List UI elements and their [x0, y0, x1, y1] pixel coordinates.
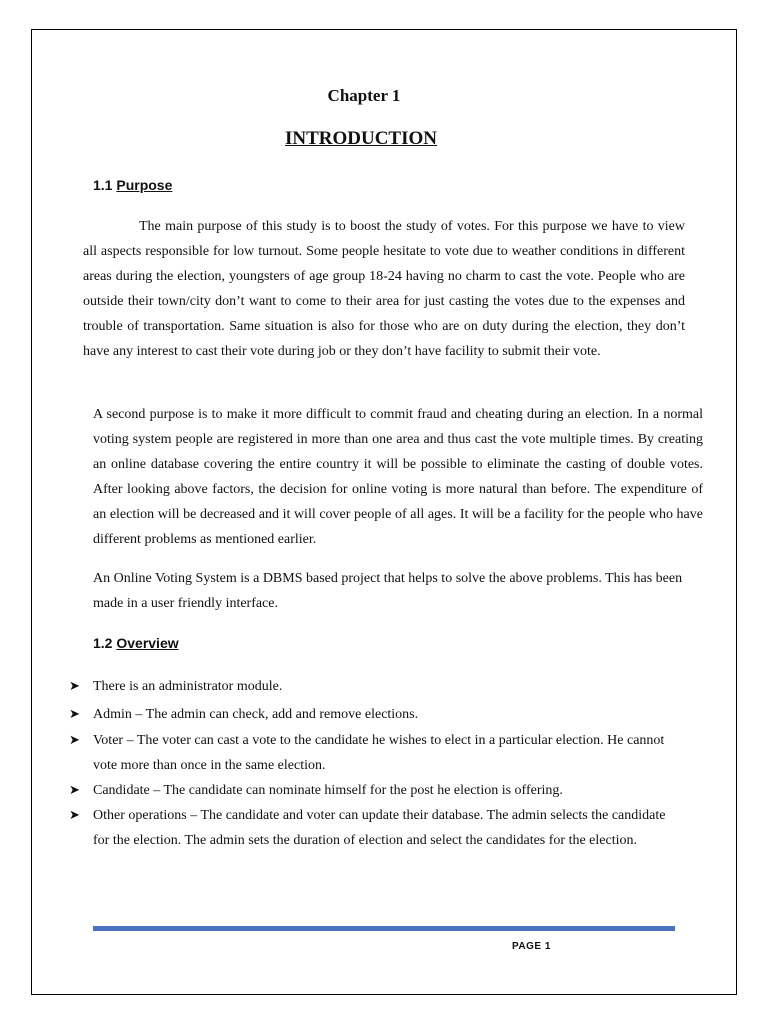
purpose-paragraph-1: The main purpose of this study is to boost the study of votes. For this purpose we have to view all aspects responsible for low turnout. Some people hesitate to vote due to weather conditions in different areas during the election, youngsters of age group 18-24 having no charm to cast the vote. People who are outside their town/city don’t want to come to their area for just casting the votes due to the expenses and trouble of transportation. Same situation is also for those who are on duty during the election, they don’t have any interest to cast their vote during job or they don’t have facility to submit their vote. [83, 219, 685, 359]
section-number: 1.2 [93, 635, 113, 651]
footer-rule [93, 926, 675, 931]
list-item-text: There is an administrator module. [93, 679, 283, 694]
arrowhead-bullet-icon: ➤ [69, 783, 80, 798]
chapter-label: Chapter 1 [327, 86, 401, 105]
section-title: Overview [116, 635, 179, 651]
purpose-paragraph-2: A second purpose is to make it more difficult to commit fraud and cheating during an election. In a normal voting system people are registered in more than one area and thus cast the vote multiple times. By creating an online database covering the entire country it will be possible to eliminate the casting of double votes. After looking above factors, the decision for online voting is more natural than before. The expenditure of an election will be decreased and it will cover people of all ages. It will be a facility for the people who have different problems as mentioned earlier. [93, 407, 703, 547]
section-number: 1.1 [93, 177, 113, 193]
arrowhead-bullet-icon: ➤ [69, 679, 80, 694]
list-item-text: Admin – The admin can check, add and remove elections. [93, 707, 419, 722]
section-heading-overview [93, 635, 179, 651]
arrowhead-bullet-icon: ➤ [69, 707, 80, 722]
page-number: PAGE 1 [512, 941, 551, 952]
section-title: Purpose [116, 177, 173, 193]
list-item [69, 674, 683, 699]
section-heading-purpose [93, 177, 172, 193]
list-item-text: Other operations – The candidate and voter can update their database. The admin selects the candidate for the election. The admin sets the duration of election and select the candidates for the election. [93, 808, 666, 848]
list-item [69, 728, 683, 778]
list-item [69, 702, 683, 727]
list-item [69, 778, 683, 803]
purpose-paragraph-3: An Online Voting System is a DBMS based project that helps to solve the above problems. This has been made in a user friendly interface. [93, 571, 683, 611]
list-item-text: Voter – The voter can cast a vote to the candidate he wishes to elect in a particular election. He cannot vote more than once in the same election. [93, 733, 665, 773]
chapter-title: INTRODUCTION [284, 128, 438, 149]
arrowhead-bullet-icon: ➤ [69, 733, 80, 748]
list-item [69, 803, 683, 853]
list-item-text: Candidate – The candidate can nominate himself for the post he election is offering. [93, 783, 563, 798]
arrowhead-bullet-icon: ➤ [69, 808, 80, 823]
